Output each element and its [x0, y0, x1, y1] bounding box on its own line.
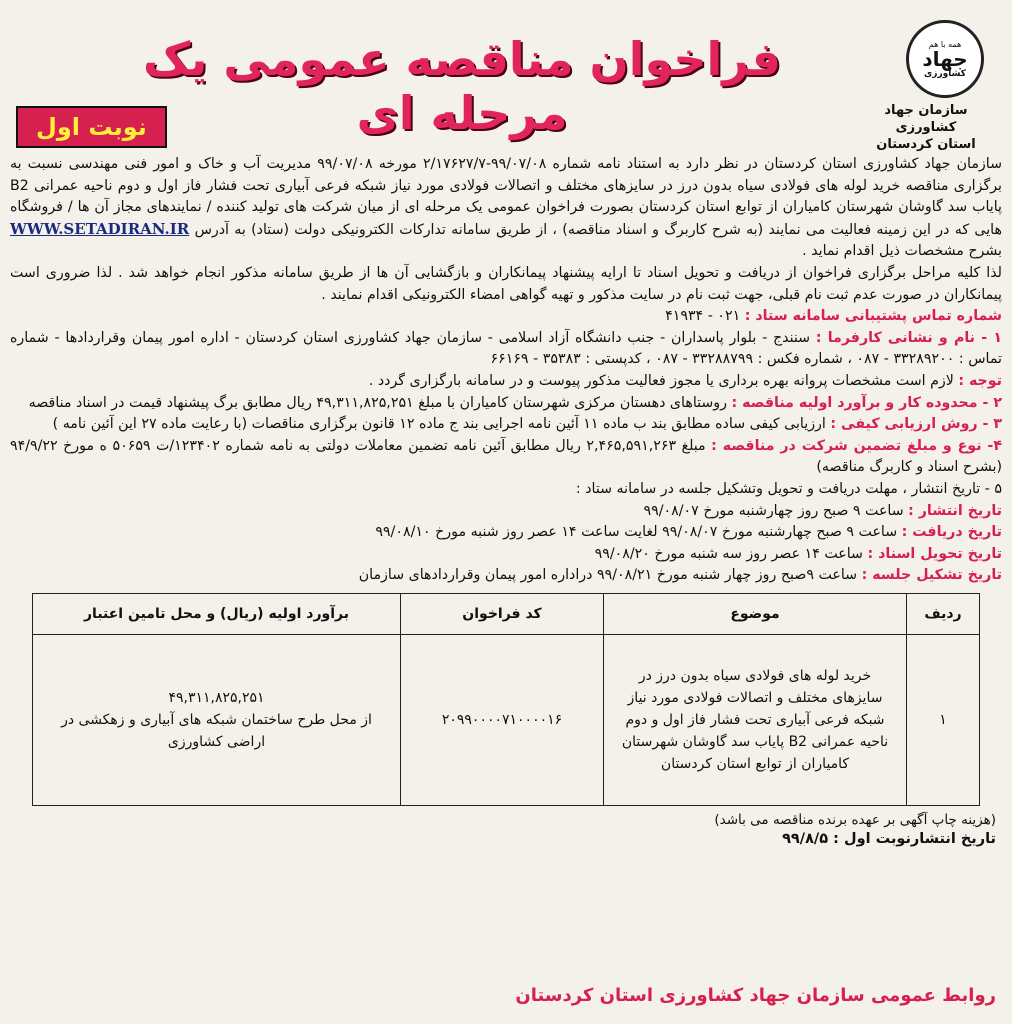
col-subject: موضوع — [604, 593, 907, 634]
date-receive: تاریخ دریافت : ساعت ۹ صبح چهارشنبه مورخ ۹۹/۰۸/۰۷ لغایت ساعت ۱۴ عصر روز شنبه مورخ ۹۹/۰۸/۱۰ — [375, 524, 1002, 541]
logo-slogan: همه با هم — [928, 39, 962, 49]
row-index: ۱ — [907, 634, 980, 805]
row-source: از محل طرح ساختمان شبکه های آبیاری و زهکشی در اراضی کشاورزی — [61, 711, 372, 750]
notice-body — [10, 154, 1002, 587]
col-code: کد فراخوان — [401, 593, 604, 634]
date-meeting: تاریخ تشکیل جلسه : ساعت ۹صبح روز چهار شنبه مورخ ۹۹/۰۸/۲۱ دراداره امور پیمان وقراردادهای سازمان — [358, 567, 1002, 584]
first-round-date: تاریخ انتشارنوبت اول : ۹۹/۸/۵ — [782, 830, 996, 847]
col-estimate: برآورد اولیه (ریال) و محل تامین اعتبار — [33, 593, 401, 634]
logo-sub: کشاورزی — [924, 68, 966, 79]
row-estimate — [33, 634, 401, 805]
col-index: ردیف — [907, 593, 980, 634]
support-phone: شماره تماس پشتیبانی سامانه ستاد : ۰۲۱ - ۴۱۹۳۴ — [665, 308, 1002, 325]
date-publish: تاریخ انتشار : ساعت ۹ صبح روز چهارشنبه مورخ ۹۹/۰۸/۰۷ — [643, 502, 1002, 519]
table-header-row — [33, 593, 980, 634]
round-badge: نوبت اول — [16, 106, 167, 148]
organization-name: سازمان جهاد کشاورزی استان کردستان — [876, 103, 976, 152]
section-dates-intro: ۵ - تاریخ انتشار ، مهلت دریافت و تحویل وتشکیل جلسه در سامانه ستاد : — [575, 480, 1002, 497]
section-evaluation: ۳ - روش ارزیابی کیفی : ارزیابی کیفی ساده مطابق بند ب ماده ۱۱ آئین نامه اجرایی بند ج ماده ۱۲ قانون برگزاری مناقصات (با رعایت ماده ۲۷ این آئین نامه ) — [52, 416, 1002, 433]
row-subject: خرید لوله های فولادی سیاه بدون درز در سایزهای مختلف و اتصالات فولادی مورد نیاز شبکه فرعی آبیاری تحت فشار فاز اول و دوم ناحیه عمرانی B2 پایاب سد گاوشان شهرستان کامیاران از توابع استان کردستان — [604, 634, 907, 805]
row-amount: ۴۹,۳۱۱,۸۲۵,۲۵۱ — [168, 689, 265, 706]
date-delivery: تاریخ تحویل اسناد : ساعت ۱۴ عصر روز سه شنبه مورخ ۹۹/۰۸/۲۰ — [594, 545, 1002, 562]
jahad-logo — [906, 20, 984, 98]
intro-paragraph-2: لذا کلیه مراحل برگزاری فراخوان از دریافت و تحویل اسناد تا ارایه پیشنهاد پیمانکاران و بازگشایی آن ها از طریق سامانه مذکور انجام خواهد شد . لذا ضروری است پیمانکاران در صورت عدم ثبت نام قبلی، جهت ثبت نام در سایت مذکور و تهیه گواهی امضاء الکترونیکی اقدام نمایند . — [10, 264, 1002, 303]
section-guarantee: ۴- نوع و مبلغ تضمین شرکت در مناقصه : مبلغ ۲,۴۶۵,۵۹۱,۲۶۳ ریال مطابق آئین نامه تضمین معاملات دولتی به نامه شماره ۱۲۳۴۰۲/ت ۵۰۶۵۹ ه مورخ ۹۴/۹/۲۲ (بشرح اسناد و کاربرگ مناقصه) — [10, 437, 1002, 476]
section-note: توجه : لازم است مشخصات پروانه بهره برداری یا مجوز فعالیت مذکور پیوست و در سامانه بارگزاری گردد . — [368, 372, 1002, 389]
setadiran-link[interactable]: WWW.SETADIRAN.IR — [10, 219, 190, 238]
table-row — [33, 634, 980, 805]
logo-main: جهاد — [922, 46, 968, 71]
cost-note: (هزینه چاپ آگهی بر عهده برنده مناقصه می باشد) — [714, 811, 996, 828]
page-title: فراخوان مناقصه عمومی یک مرحله ای — [143, 32, 781, 140]
public-relations-signature: روابط عمومی سازمان جهاد کشاورزی استان کردستان — [515, 985, 996, 1006]
row-code: ۲۰۹۹۰۰۰۰۷۱۰۰۰۰۱۶ — [401, 634, 604, 805]
section-scope: ۲ - محدوده کار و برآورد اولیه مناقصه : روستاهای دهستان مرکزی شهرستان کامیاران با مبلغ ۴۹,۳۱۱,۸۲۵,۲۵۱ ریال مطابق برگ پیشنهاد قیمت در اسناد مناقصه — [28, 394, 1002, 411]
intro-paragraph: سازمان جهاد کشاورزی استان کردستان در نظر دارد به استناد نامه شماره ۹۹/۰۷/۰۸-۲/۱۷۶۲۷/۷ مورخه ۹۹/۰۷/۰۸ مدیریت آب و خاک و امور فنی مهندسی نسبت به برگزاری مناقصه خرید لوله های فولادی سیاه بدون درز در سایزهای مختلف و اتصالات فولادی مورد نیاز شبکه فرعی آبیاری تحت فشار فاز اول و دوم ناحیه عمرانی B2 پایاب سد گاوشان شهرستان کامیاران از توابع استان کردستان بصورت فراخوان عمومی یک مرحله ای از میان شرکت های تولید کننده / نمایندهای مجاز آن ها / فروشگاه هایی که در این زمینه فعالیت می نمایند (به شرح کاربرگ و اسناد مناقصه) ، از طریق سامانه تدارکات الکترونیکی دولت (ستاد) به آدرس WWW.SETADIRAN.IR بشرح مشخصات ذیل اقدام نماید . — [10, 156, 1002, 260]
section-employer: ۱ - نام و نشانی کارفرما : سنندج - بلوار پاسداران - جنب دانشگاه آزاد اسلامی - سازمان جهاد کشاورزی استان کردستان - اداره امور پیمان وقراردادها - شماره تماس : ۳۳۲۸۹۲۰۰ - ۰۸۷ ، شماره فکس : ۳۳۲۸۸۷۹۹ - ۰۸۷ ، کدپستی : ۳۵۳۸۳ - ۶۶۱۶۹ — [10, 329, 1002, 368]
header — [10, 6, 1002, 156]
tender-table — [32, 593, 980, 806]
